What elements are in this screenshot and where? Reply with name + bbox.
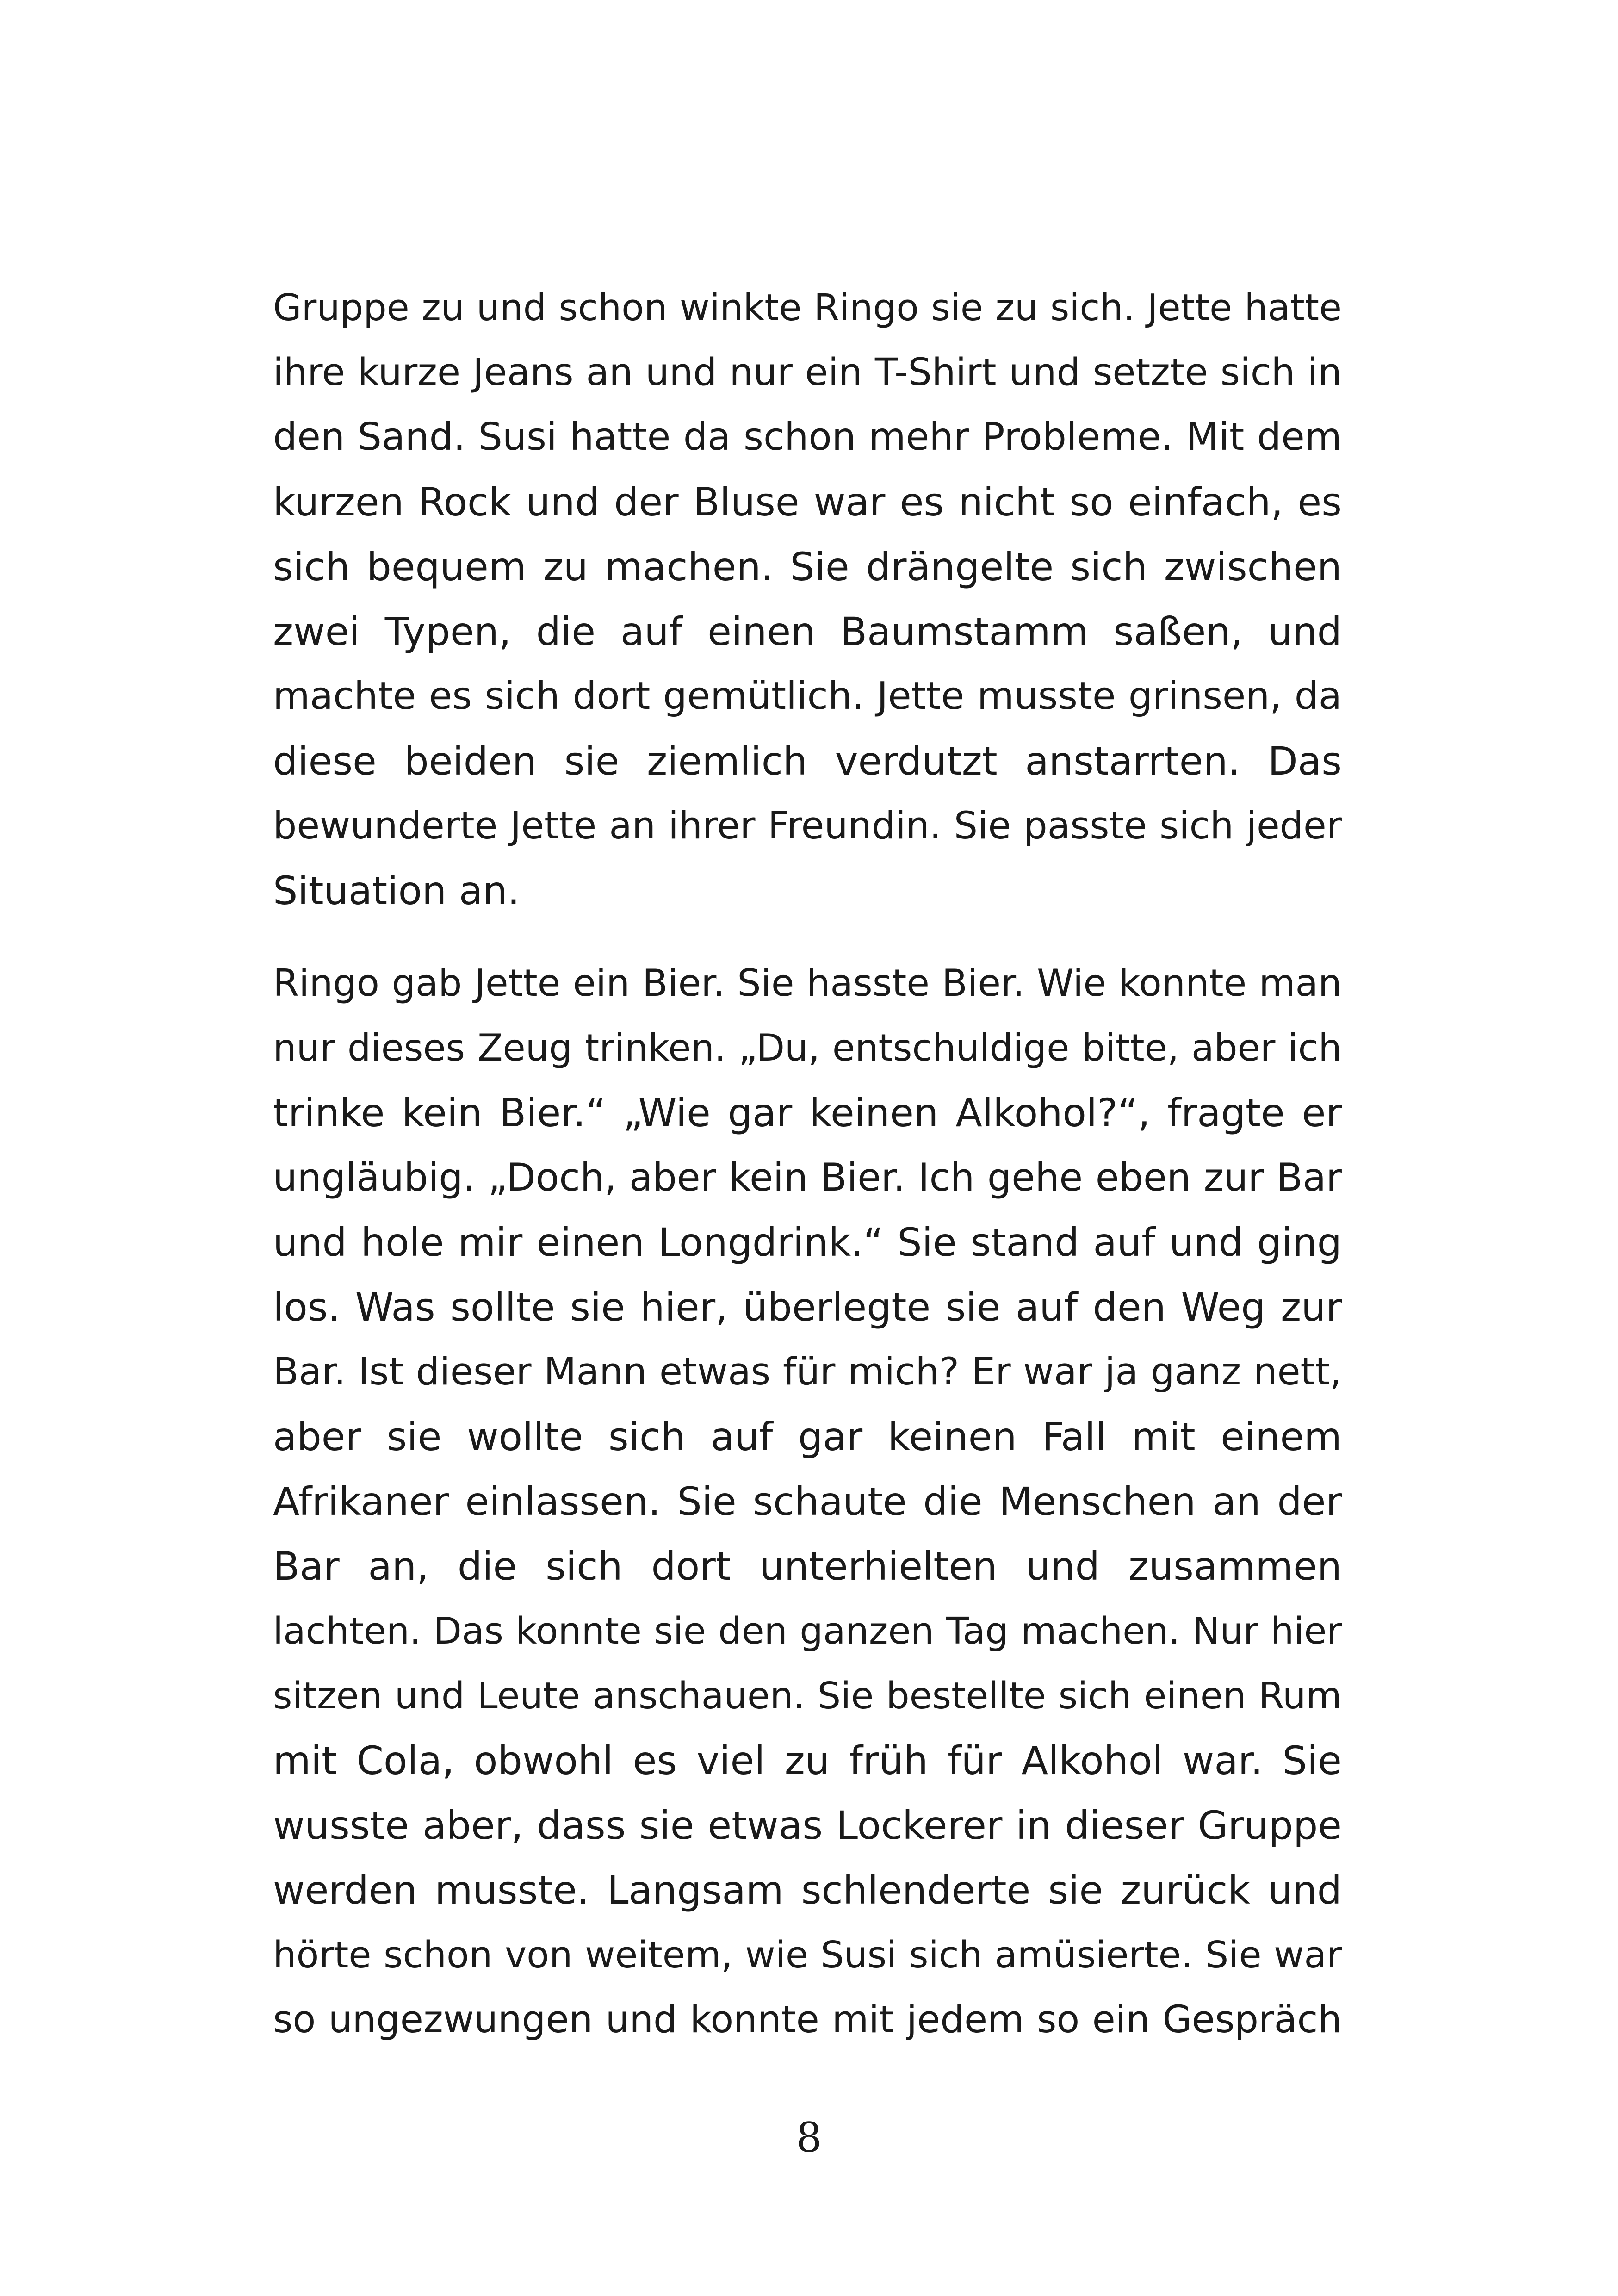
text-line: los. Was sollte sie hier, überlegte sie auf den Weg zur [273, 1285, 1342, 1330]
text-line: hörte schon von weitem, wie Susi sich amüsierte. Sie war [273, 1933, 1342, 1976]
text-line: sich bequem zu machen. Sie drängelte sich zwischen [273, 544, 1342, 590]
text-line: Ringo gab Jette ein Bier. Sie hasste Bier. Wie konnte man [273, 962, 1342, 1005]
text-line: den Sand. Susi hatte da schon mehr Probleme. Mit dem [273, 415, 1342, 459]
text-line: und hole mir einen Longdrink.“ Sie stand auf und ging [273, 1220, 1342, 1265]
text-line: zwei Typen, die auf einen Baumstamm saßen, und [273, 609, 1342, 654]
text-line: ihre kurze Jeans an und nur ein T-Shirt und setzte sich in [273, 351, 1342, 394]
text-line: diese beiden sie ziemlich verdutzt anstarrten. Das [273, 738, 1342, 784]
text-line: kurzen Rock und der Bluse war es nicht so einfach, es [273, 479, 1342, 525]
text-line: Situation an. [273, 868, 520, 913]
text-line: lachten. Das konnte sie den ganzen Tag machen. Nur hier [273, 1609, 1342, 1652]
text-line: machte es sich dort gemütlich. Jette musste grinsen, da [273, 674, 1342, 718]
paragraph [273, 951, 1342, 2052]
text-line: ungläubig. „Doch, aber kein Bier. Ich gehe eben zur Bar [273, 1155, 1342, 1200]
body-text [273, 275, 1342, 2052]
text-line: Afrikaner einlassen. Sie schaute die Menschen an der [273, 1479, 1342, 1524]
text-line: Bar. Ist dieser Mann etwas für mich? Er war ja ganz nett, [273, 1350, 1342, 1394]
text-line: bewunderte Jette an ihrer Freundin. Sie passte sich jeder [273, 804, 1342, 848]
text-line: aber sie wollte sich auf gar keinen Fall mit einem [273, 1414, 1342, 1459]
page-number: 8 [796, 2114, 822, 2161]
text-line: sitzen und Leute anschauen. Sie bestellte sich einen Rum [273, 1674, 1342, 1717]
text-line: trinke kein Bier.“ „Wie gar keinen Alkohol?“, fragte er [273, 1090, 1342, 1136]
text-line: so ungezwungen und konnte mit jedem so ein Gespräch [273, 1998, 1342, 2042]
paragraph [273, 275, 1342, 923]
text-line: wusste aber, dass sie etwas Lockerer in dieser Gruppe [273, 1803, 1342, 1848]
text-line: nur dieses Zeug trinken. „Du, entschuldige bitte, aber ich [273, 1026, 1342, 1069]
text-line: Gruppe zu und schon winkte Ringo sie zu sich. Jette hatte [273, 286, 1342, 329]
text-line: werden musste. Langsam schlenderte sie zurück und [273, 1868, 1342, 1913]
text-line: mit Cola, obwohl es viel zu früh für Alkohol war. Sie [273, 1738, 1342, 1783]
text-line: Bar an, die sich dort unterhielten und zusammen [273, 1544, 1342, 1589]
